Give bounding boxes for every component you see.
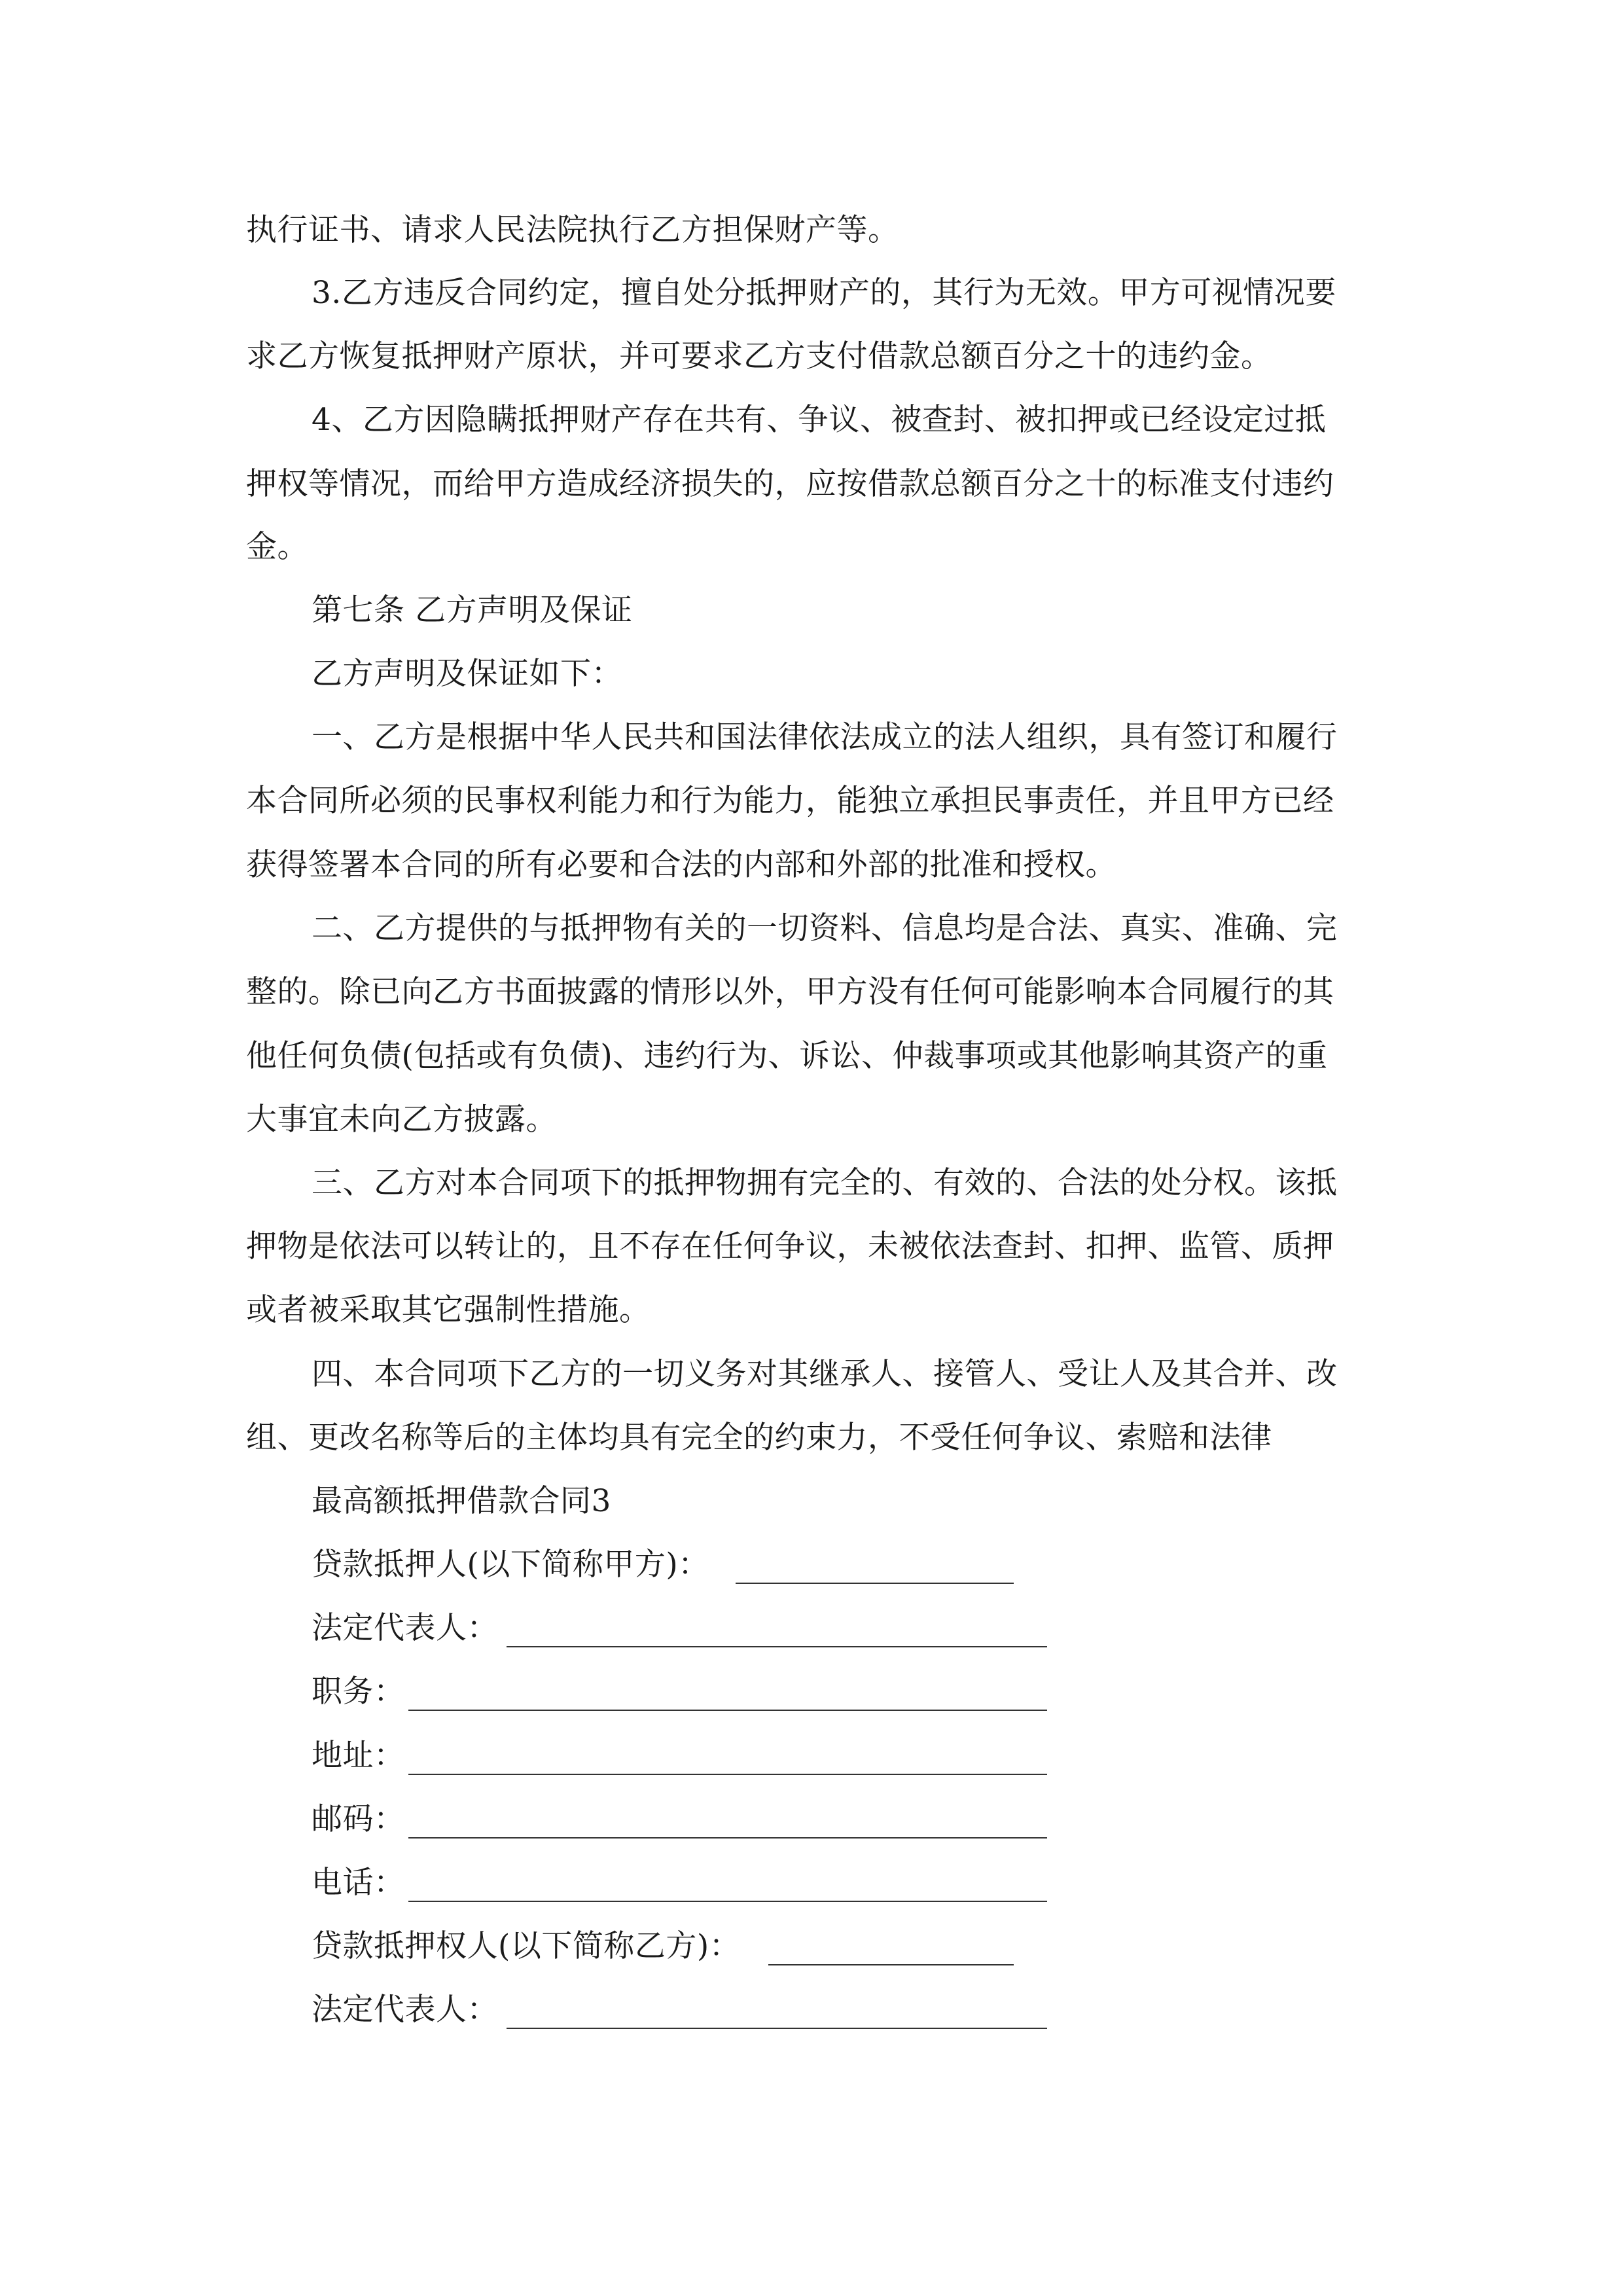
text-line: 押物是依法可以转让的，且不存在任何争议，未被依法查封、扣押、监管、质押 <box>246 1229 1334 1265</box>
text-line: 或者被采取其它强制性措施。 <box>246 1292 651 1328</box>
field-label-postcode: 邮码： <box>312 1801 405 1837</box>
field-label-legal-rep-2: 法定代表人： <box>312 1992 498 2028</box>
text-line: 三、乙方对本合同项下的抵押物拥有完全的、有效的、合法的处分权。该抵 <box>312 1165 1338 1201</box>
text-line: 金。 <box>246 529 308 565</box>
postcode-blank[interactable] <box>408 1837 1047 1839</box>
position-blank[interactable] <box>408 1710 1047 1711</box>
field-label-mortgagee: 贷款抵押权人(以下简称乙方)： <box>312 1928 741 1964</box>
text-line: 获得签署本合同的所有必要和合法的内部和外部的批准和授权。 <box>246 847 1116 883</box>
text-line: 组、更改名称等后的主体均具有完全的约束力，不受任何争议、索赔和法律 <box>246 1420 1272 1456</box>
text-line: 执行证书、请求人民法院执行乙方担保财产等。 <box>246 212 899 248</box>
field-label-legal-rep: 法定代表人： <box>312 1610 498 1646</box>
text-line: 大事宜未向乙方披露。 <box>246 1102 557 1138</box>
text-line: 乙方声明及保证如下： <box>312 656 622 692</box>
section-heading: 第七条 乙方声明及保证 <box>312 592 633 628</box>
text-line: 求乙方恢复抵押财产原状，并可要求乙方支付借款总额百分之十的违约金。 <box>246 338 1272 374</box>
address-blank[interactable] <box>408 1774 1047 1775</box>
text-line: 他任何负债(包括或有负债)、违约行为、诉讼、仲裁事项或其他影响其资产的重 <box>246 1038 1328 1074</box>
legal-rep-2-blank[interactable] <box>507 2028 1047 2029</box>
text-line: 4、乙方因隐瞒抵押财产存在共有、争议、被查封、被扣押或已经设定过抵 <box>312 402 1327 438</box>
contract-title: 最高额抵押借款合同3 <box>312 1483 611 1519</box>
field-label-phone: 电话： <box>312 1865 405 1901</box>
text-line: 本合同所必须的民事权利能力和行为能力，能独立承担民事责任，并且甲方已经 <box>246 783 1334 819</box>
text-line: 一、乙方是根据中华人民共和国法律依法成立的法人组织，具有签订和履行 <box>312 719 1338 755</box>
text-line: 押权等情况，而给甲方造成经济损失的，应按借款总额百分之十的标准支付违约 <box>246 466 1334 502</box>
text-line: 四、本合同项下乙方的一切义务对其继承人、接管人、受让人及其合并、改 <box>312 1356 1338 1392</box>
phone-blank[interactable] <box>408 1901 1047 1902</box>
field-label-address: 地址： <box>312 1738 405 1774</box>
text-line: 整的。除已向乙方书面披露的情形以外，甲方没有任何可能影响本合同履行的其 <box>246 974 1334 1010</box>
text-line: 3.乙方违反合同约定，擅自处分抵押财产的，其行为无效。甲方可视情况要 <box>312 275 1336 311</box>
text-line: 二、乙方提供的与抵押物有关的一切资料、信息均是合法、真实、准确、完 <box>312 910 1338 946</box>
field-label-mortgagor: 贷款抵押人(以下简称甲方)： <box>312 1547 709 1583</box>
mortgagor-name-blank[interactable] <box>736 1583 1014 1584</box>
legal-rep-blank[interactable] <box>507 1646 1047 1647</box>
field-label-position: 职务： <box>312 1674 405 1710</box>
mortgagee-name-blank[interactable] <box>768 1964 1014 1965</box>
